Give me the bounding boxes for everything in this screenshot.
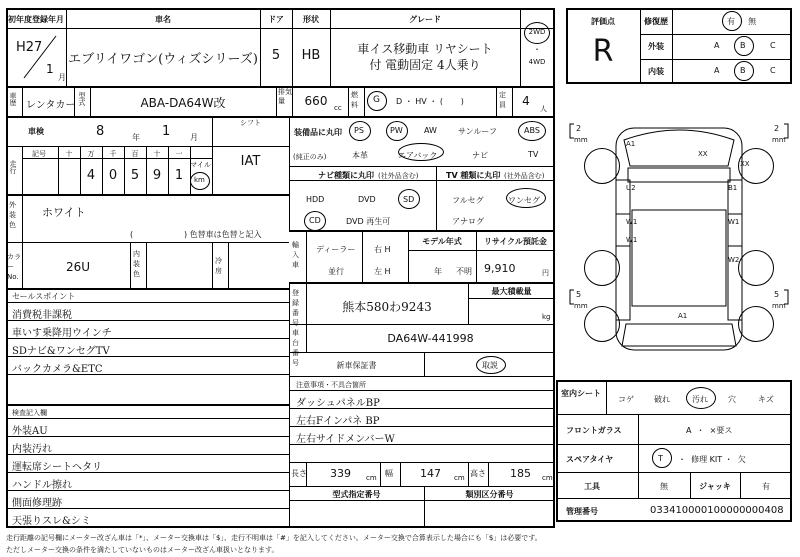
unit-mile: マイル — [190, 161, 211, 169]
inspector-note-item: 天張りスレ&シミ — [12, 516, 91, 527]
first-reg-era: H27 — [16, 40, 43, 55]
mileage-digit: 5 — [130, 168, 140, 183]
drive-dot: ・ — [533, 45, 541, 54]
bracket-5-right: 5 — [774, 290, 780, 299]
chassis-label: 車台番号 — [292, 329, 299, 367]
navi-label: ナビ種類に丸印 — [318, 171, 374, 180]
height-value: 185 — [510, 467, 531, 480]
fuel-rest: D ・ HV ・ ( ) — [396, 97, 464, 106]
width-value: 147 — [420, 467, 441, 480]
category-label: 車歴 — [9, 92, 17, 106]
color-label: 外装色 — [9, 201, 16, 229]
mm-label: mm — [574, 136, 588, 144]
color-value: ホワイト — [42, 206, 86, 219]
capacity-value: 4 — [522, 94, 530, 108]
navi-dvd: DVD — [358, 195, 376, 204]
first-reg-label: 初年度登録年月 — [8, 15, 64, 24]
front-glass-label: フロントガラス — [566, 426, 622, 435]
spare-tire-rest: ・ 修理 KIT ・ 欠 — [678, 455, 746, 464]
score-label: 評価点 — [591, 17, 615, 26]
car-name: エブリイワゴン(ウィズシリーズ) — [68, 52, 258, 67]
unit-km: km — [194, 176, 205, 184]
spare-tire-t: T — [658, 454, 663, 463]
inspection-month: 1 — [162, 124, 171, 139]
panel-label: W1 — [728, 218, 740, 226]
inspector-note-item: 外装AU — [12, 426, 48, 437]
import-right-h: 右 H — [374, 245, 391, 254]
wheel-rear-left — [584, 250, 620, 286]
equipment-item: サンルーフ — [458, 127, 497, 136]
registration-label: 登録番号 — [292, 289, 299, 327]
repair-label: 修復歴 — [644, 17, 668, 26]
equipment-label: 装備品に丸印 — [294, 128, 342, 137]
equipment-item: TV — [528, 150, 539, 159]
interior-color-label: 内装色 — [133, 250, 140, 278]
jack-label: ジャッキ — [699, 482, 731, 491]
diagonal-slash-icon — [20, 32, 60, 82]
tools-value: 無 — [660, 482, 668, 491]
sales-point-item: 消費税非課税 — [12, 310, 72, 321]
mgmt-value: 033410000100000000408 — [650, 505, 784, 516]
panel-label: U2 — [626, 184, 636, 192]
shape-label: 形状 — [303, 15, 319, 24]
inspector-note-item: 運転席シートヘタリ — [12, 462, 102, 473]
grade-label: グレード — [409, 15, 441, 24]
category-value: レンタカー — [26, 100, 76, 111]
inspector-note-item: 側面修理跡 — [12, 498, 62, 509]
length-label: 長さ — [291, 469, 307, 478]
wheel-rear-right — [738, 250, 774, 286]
note-item: ダッシュパネルBP — [296, 398, 380, 409]
navi-dvd-play: DVD 再生可 — [346, 217, 391, 226]
registration-value: 熊本580わ9243 — [342, 300, 432, 314]
warranty-doc: 新車保証書 — [336, 361, 377, 370]
wheel-spare-right — [738, 306, 774, 342]
note-item: 左右サイドメンバーW — [296, 434, 395, 445]
interior-b: B — [740, 66, 746, 75]
bracket-2-left: 2 — [576, 124, 582, 133]
max-load-label: 最大積載量 — [491, 287, 532, 296]
bracket-2-right: 2 — [774, 124, 780, 133]
mileage-digit: 4 — [86, 168, 96, 183]
inspection-label: 車検 — [28, 127, 44, 136]
mileage-digit: 9 — [152, 168, 162, 183]
import-label: 輸入車 — [292, 241, 299, 269]
mileage-digit: 1 — [174, 168, 184, 183]
repair-options: 有 ・ 無 — [727, 17, 757, 26]
inspection-month-unit: 月 — [190, 133, 198, 142]
interior-label: 内装 — [648, 67, 664, 76]
panel-label: XX — [740, 160, 750, 168]
sales-point-item: 車いす乗降用ウインチ — [12, 328, 112, 339]
note-item: 左右Fインパネ BP — [296, 416, 380, 427]
model-value: ABA-DA64W改 — [140, 96, 226, 110]
front-glass-value: A ・ ×要ス — [686, 426, 733, 435]
footer-line1: 走行距離の記号欄にメーター改ざん車は「*」、メーター交換車は「$」、走行不明車は「#」を記入してください。メーター交換で合算表示した場合にも「$」は必要です。 — [6, 534, 542, 542]
exterior-a: A — [714, 41, 720, 50]
mm-label: mm — [772, 302, 786, 310]
navi-sub: (社外品含む) — [378, 172, 419, 180]
interior-seat-label: 室内シート — [561, 389, 601, 398]
interior-a: A — [714, 66, 720, 75]
grade-line1: 車イス移動車 リヤシート — [357, 42, 493, 56]
drive-2wd: 2WD — [528, 28, 546, 36]
condition-table — [556, 380, 792, 522]
digit-header: 十 — [153, 150, 161, 158]
equipment-sublabel: (純正のみ) — [293, 153, 327, 161]
mgmt-label: 管理番号 — [566, 507, 598, 516]
person-unit: 人 — [540, 105, 547, 113]
tv-oneseg: ワンセグ — [508, 196, 540, 205]
tv-label: TV 種類に丸印 — [446, 171, 501, 180]
yen-unit: 円 — [542, 269, 549, 277]
digit-header: 十 — [65, 150, 73, 158]
seat-option: コゲ — [618, 395, 634, 404]
navi-cd: CD — [309, 216, 321, 225]
class-label: 類別区分番号 — [465, 490, 514, 499]
fuel-g: G — [373, 95, 380, 105]
tv-sub: (社外品含む) — [504, 172, 545, 180]
door-label: ドア — [268, 15, 284, 24]
mileage-digit: 0 — [108, 168, 118, 183]
panel-label: W2 — [728, 256, 740, 264]
shape-value: HB — [301, 48, 321, 63]
inspector-notes-label: 検査記入欄 — [12, 409, 47, 417]
color-no-label: カラーNo. — [7, 253, 21, 281]
exterior-b: B — [740, 41, 746, 50]
equipment-item: AW — [424, 126, 437, 135]
displacement-value: 660 — [304, 94, 328, 108]
doors-value: 5 — [271, 48, 281, 63]
sales-point-item: SDナビ&ワンセグTV — [12, 346, 110, 357]
car-diagram — [566, 110, 792, 372]
digit-header: 百 — [131, 150, 139, 158]
inspection-year: 8 — [96, 124, 105, 139]
panel-label: B1 — [728, 184, 738, 192]
color-no-value: 26U — [66, 260, 91, 274]
spare-tire-label: スペアタイヤ — [566, 455, 614, 464]
exterior-label: 外装 — [648, 42, 664, 51]
model-year-unknown: 不明 — [456, 267, 472, 276]
panel-label: A1 — [626, 140, 636, 148]
tools-label: 工具 — [584, 482, 600, 491]
equipment-item: エアバック — [398, 151, 438, 160]
equipment-item: PW — [390, 126, 403, 135]
mm-label: mm — [772, 136, 786, 144]
manual-doc: 取説 — [482, 361, 498, 370]
aircon-label: 冷房 — [215, 257, 222, 275]
month-unit: 月 — [58, 73, 66, 82]
cc-unit: cc — [334, 104, 342, 112]
equipment-item: 本革 — [352, 151, 368, 160]
mm-label: mm — [574, 302, 588, 310]
grade-line2: 付 電動固定 4人乗り — [369, 58, 481, 72]
kg-unit: kg — [542, 313, 551, 321]
shift-label: シフト — [240, 119, 261, 127]
jack-value: 有 — [762, 482, 770, 491]
seat-option: キズ — [758, 395, 774, 404]
navi-hdd: HDD — [306, 195, 325, 204]
exterior-c: C — [770, 41, 776, 50]
drive-4wd: 4WD — [528, 58, 546, 66]
car-name-label: 車名 — [155, 15, 171, 24]
first-reg-month: 1 — [46, 62, 54, 76]
seat-option: 汚れ — [692, 395, 708, 404]
capacity-label: 定員 — [499, 91, 506, 109]
digit-header: 万 — [87, 150, 95, 158]
equipment-item: ナビ — [472, 151, 488, 160]
model-label: 型式 — [78, 92, 86, 106]
length-cm: cm — [366, 474, 377, 482]
score-value: R — [592, 34, 614, 69]
width-cm: cm — [454, 474, 465, 482]
sales-points-label: セールスポイント — [12, 292, 76, 301]
wheel-front-left — [584, 148, 620, 184]
inspection-year-unit: 年 — [132, 133, 140, 142]
notes-label: 注意事項・不具合箇所 — [296, 381, 366, 389]
equipment-item: PS — [354, 126, 364, 135]
height-cm: cm — [542, 474, 553, 482]
import-parallel: 並行 — [328, 267, 344, 276]
wheel-spare-left — [584, 306, 620, 342]
recycle-value: 9,910 — [484, 262, 516, 275]
mileage-symbol-label: 記号 — [32, 150, 46, 158]
fuel-label: 燃料 — [351, 91, 358, 109]
interior-c: C — [770, 66, 776, 75]
chassis-value: DA64W-441998 — [387, 332, 474, 345]
tv-analog: アナログ — [452, 217, 484, 226]
import-dealer: ディーラー — [316, 245, 356, 254]
digit-header: 一 — [175, 150, 183, 158]
model-year-unit: 年 — [434, 267, 442, 276]
shift-value: IAT — [240, 154, 261, 169]
recycle-label: リサイクル預託金 — [484, 237, 547, 246]
inspector-note-item: ハンドル擦れ — [12, 480, 72, 491]
navi-sd: SD — [403, 195, 415, 204]
model-year-label: モデル年式 — [422, 237, 462, 246]
width-label: 幅 — [385, 469, 393, 478]
type-cert-label: 型式指定番号 — [332, 490, 381, 499]
equipment-item: ABS — [524, 126, 540, 135]
panel-label: XX — [698, 150, 708, 158]
seat-option: 破れ — [654, 395, 670, 404]
tv-fullseg: フルセグ — [452, 196, 484, 205]
panel-label: W1 — [626, 218, 638, 226]
length-value: 339 — [330, 467, 351, 480]
seat-option: 穴 — [728, 395, 736, 404]
inspector-note-item: 内装汚れ — [12, 444, 52, 455]
sales-point-item: バックカメラ&ETC — [12, 364, 103, 375]
height-label: 高さ — [470, 469, 486, 478]
panel-label: A1 — [678, 312, 688, 320]
footer-line2: ただしメーター交換の条件を満たしていないものはメーター改ざん車扱いとなります。 — [6, 546, 279, 554]
bracket-5-left: 5 — [576, 290, 582, 299]
panel-label: W1 — [626, 236, 638, 244]
digit-header: 千 — [109, 150, 117, 158]
mileage-label: 走行 — [9, 160, 17, 174]
color-note: ( ) 色替車は色替と記入 — [130, 230, 262, 239]
import-left-h: 左 H — [374, 267, 391, 276]
displacement-label: 排気量 — [278, 88, 292, 105]
